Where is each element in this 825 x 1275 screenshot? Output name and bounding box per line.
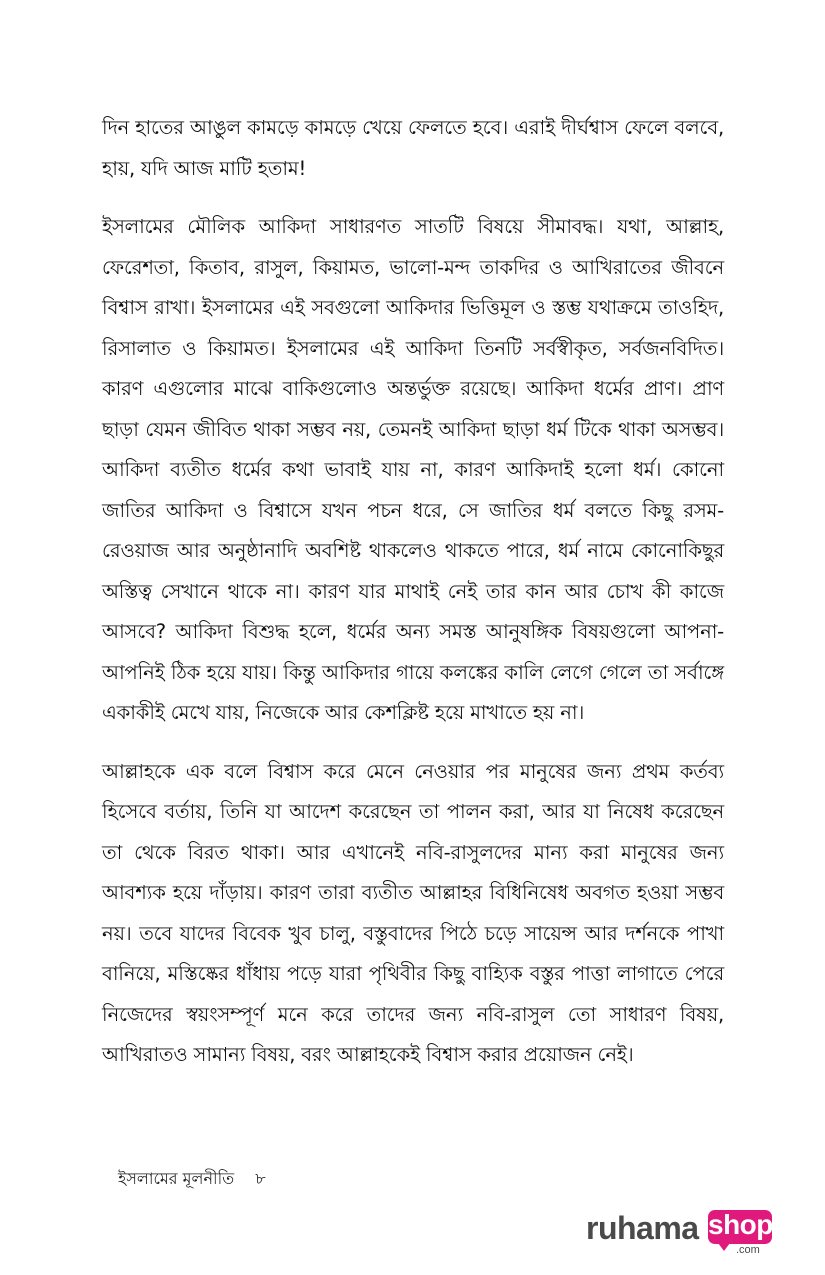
logo-text-shop: shop <box>708 1209 773 1240</box>
page-number: ৮ <box>255 1169 266 1188</box>
paragraph-1: দিন হাতের আঙুল কামড়ে কামড়ে খেয়ে ফেলতে হবে। এরাই দীর্ঘশ্বাস ফেলে বলবে, হায়, যদি আজ মাটি হতাম! <box>102 116 724 180</box>
paragraph-2: ইসলামের মৌলিক আকিদা সাধারণত সাতটি বিষয়ে সীমাবদ্ধ। যথা, আল্লাহ, ফেরেশতা, কিতাব, রাসুল, কিয়ামত, ভালো-মন্দ তাকদির ও আখিরাতের জীবনে বিশ্বাস রাখা। ইসলামের এই সবগুলো আকিদার ভিত্তিমূল ও স্তম্ভ যথাক্রমে তাওহিদ, রিসালাত ও কিয়ামত। ইসলামের এই আকিদা তিনটি সর্বস্বীকৃত, সর্বজনবিদিত। কারণ এগুলোর মাঝে বাকিগুলোও অন্তর্ভুক্ত রয়েছে। আকিদা ধর্মের প্রাণ। প্রাণ ছাড়া যেমন জীবিত থাকা সম্ভব নয়, তেমনই আকিদা ছাড়া ধর্ম টিকে থাকা অসম্ভব। আকিদা ব্যতীত ধর্মের কথা ভাবাই যায় না, কারণ আকিদাই হলো ধর্ম। কোনো জাতির আকিদা ও বিশ্বাসে যখন পচন ধরে, সে জাতির ধর্ম বলতে কিছু রসম-রেওয়াজ আর অনুষ্ঠানাদি অবশিষ্ট থাকলেও থাকতে পারে, ধর্ম নামে কোনোকিছুর অস্তিত্ব সেখানে থাকে না। কারণ যার মাথাই নেই তার কান আর চোখ কী কাজে আসবে? আকিদা বিশুদ্ধ হলে, ধর্মের অন্য সমস্ত আনুষঙ্গিক বিষয়গুলো আপনা-আপনিই ঠিক হয়ে যায়। কিন্তু আকিদার গায়ে কলঙ্কের কালি লেগে গেলে তা সর্বাঙ্গে একাকীই মেখে যায়, নিজেকে আর কেশক্লিষ্ট হয়ে মাখাতে হয় না। <box>102 215 724 724</box>
logo-text-ruhama: ruhama <box>586 1210 699 1246</box>
book-title: ইসলামের মূলনীতি <box>118 1169 235 1188</box>
page-body <box>102 108 724 1076</box>
logo-shop-badge <box>708 1210 772 1244</box>
ruhamashop-logo <box>586 1208 780 1256</box>
logo-domain: .com <box>736 1244 760 1256</box>
page-footer <box>118 1166 266 1193</box>
paragraph-3: আল্লাহকে এক বলে বিশ্বাস করে মেনে নেওয়ার পর মানুষের জন্য প্রথম কর্তব্য হিসেবে বর্তায়, তিনি যা আদেশ করেছেন তা পালন করা, আর যা নিষেধ করেছেন তা থেকে বিরত থাকা। আর এখানেই নবি-রাসুলদের মান্য করা মানুষের জন্য আবশ্যক হয়ে দাঁড়ায়। কারণ তারা ব্যতীত আল্লাহর বিধিনিষেধ অবগত হওয়া সম্ভব নয়। তবে যাদের বিবেক খুব চালু, বস্তুবাদের পিঠে চড়ে সায়েন্স আর দর্শনকে পাখা বানিয়ে, মস্তিষ্কের ধাঁধায় পড়ে যারা পৃথিবীর কিছু বাহ্যিক বস্তুর পাত্তা লাগাতে পেরে নিজেদের স্বয়ংসম্পূর্ণ মনে করে তাদের জন্য নবি-রাসুল তো সাধারণ বিষয়, আখিরাতও সামান্য বিষয়, বরং আল্লাহকেই বিশ্বাস করার প্রয়োজন নেই। <box>102 759 724 1066</box>
